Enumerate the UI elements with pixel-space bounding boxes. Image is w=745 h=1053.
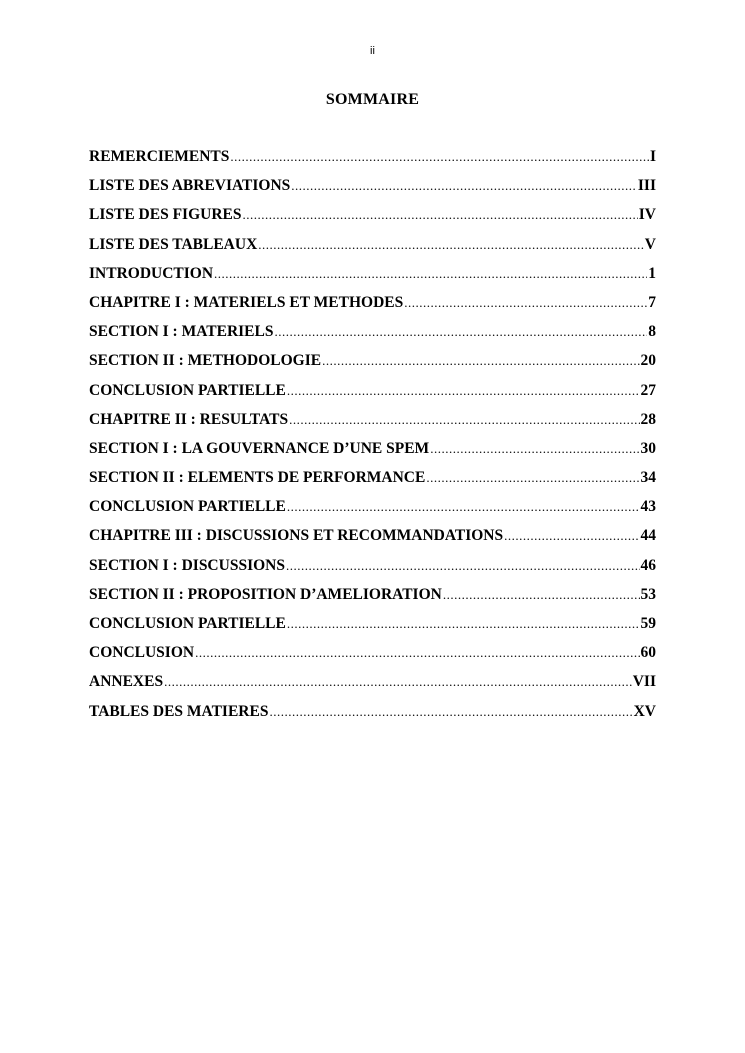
toc-entry-label: CONCLUSION PARTIELLE [89,381,286,399]
toc-entry-page: XV [633,702,656,720]
dot-leader [242,205,637,225]
dot-leader [195,643,639,663]
toc-entry[interactable] [89,585,656,614]
toc-entry-label: REMERCIEMENTS [89,148,230,165]
dot-leader [269,702,632,722]
toc-entry-page: 46 [640,556,656,574]
dot-leader [443,585,640,605]
toc-entry-label: SECTION II : ELEMENTS DE PERFORMANCE [89,469,426,487]
toc-entry[interactable] [89,147,656,176]
toc-entry[interactable] [89,322,656,351]
toc-entry-page: 1 [648,264,656,282]
toc-entry-page: III [637,177,656,195]
toc-entry-label: CHAPITRE III : DISCUSSIONS ET RECOMMANDATIONS [89,527,504,545]
toc-entry-page: 43 [640,498,656,516]
toc-entry-label: CONCLUSION PARTIELLE [89,615,286,632]
toc-entry[interactable] [89,702,656,731]
toc-entry-page: 8 [648,323,656,341]
toc-entry-label: LISTE DES FIGURES [89,206,242,224]
page-title: SOMMAIRE [325,91,420,108]
table-of-contents [89,147,656,731]
toc-entry[interactable] [89,497,656,526]
toc-entry[interactable] [89,264,656,293]
toc-entry[interactable] [89,556,656,585]
toc-entry-label: LISTE DES TABLEAUX [89,235,258,253]
toc-entry-page: 27 [640,381,656,399]
toc-entry-label: CONCLUSION PARTIELLE [89,498,286,516]
toc-entry[interactable] [89,205,656,234]
toc-entry-label: INTRODUCTION [89,264,214,282]
toc-entry-page: 59 [640,615,656,632]
dot-leader [504,526,639,546]
toc-entry-page: 34 [640,469,656,487]
toc-entry-page: 53 [640,585,656,603]
toc-entry-label: CHAPITRE I : MATERIELS ET METHODES [89,293,404,311]
dot-leader [274,322,647,342]
toc-entry[interactable] [89,293,656,322]
toc-entry-page: VII [632,673,656,691]
toc-entry[interactable] [89,176,656,205]
dot-leader [426,468,639,488]
toc-entry-page: 60 [640,644,656,662]
toc-entry[interactable] [89,468,656,497]
toc-entry[interactable] [89,351,656,380]
dot-leader [287,614,640,634]
toc-entry[interactable] [89,614,656,643]
toc-entry-label: TABLES DES MATIERES [89,702,269,720]
toc-entry-label: SECTION II : PROPOSITION D’AMELIORATION [89,585,442,603]
toc-entry[interactable] [89,672,656,701]
dot-leader [258,235,644,255]
dot-leader [430,439,639,459]
toc-entry[interactable] [89,526,656,555]
toc-entry[interactable] [89,643,656,672]
toc-entry-page: 28 [640,410,656,428]
toc-entry-label: SECTION I : MATERIELS [89,323,274,341]
toc-entry-page: V [644,235,656,253]
toc-entry-label: SECTION I : LA GOUVERNANCE D’UNE SPEM [89,439,430,457]
toc-entry-page: 30 [640,439,656,457]
dot-leader [214,264,647,284]
dot-leader [322,351,639,371]
toc-entry[interactable] [89,439,656,468]
dot-leader [289,410,639,430]
toc-entry-label: LISTE DES ABREVIATIONS [89,177,291,195]
toc-entry-label: ANNEXES [89,673,164,691]
toc-entry-page: 44 [640,527,656,545]
dot-leader [164,672,632,692]
toc-entry-page: I [649,148,656,165]
dot-leader [230,147,649,167]
dot-leader [286,556,640,576]
dot-leader [291,176,637,196]
dot-leader [287,497,640,517]
toc-entry-label: CONCLUSION [89,644,195,662]
toc-entry[interactable] [89,235,656,264]
toc-entry-page: 20 [640,352,656,370]
toc-entry-label: CHAPITRE II : RESULTATS [89,410,289,428]
dot-leader [287,381,640,401]
toc-entry-page: 7 [648,293,656,311]
toc-entry-page: IV [638,206,656,224]
toc-entry-label: SECTION I : DISCUSSIONS [89,556,285,574]
toc-entry[interactable] [89,410,656,439]
toc-entry[interactable] [89,381,656,410]
page-number: ii [370,45,375,57]
dot-leader [404,293,647,313]
toc-entry-label: SECTION II : METHODOLOGIE [89,352,322,370]
